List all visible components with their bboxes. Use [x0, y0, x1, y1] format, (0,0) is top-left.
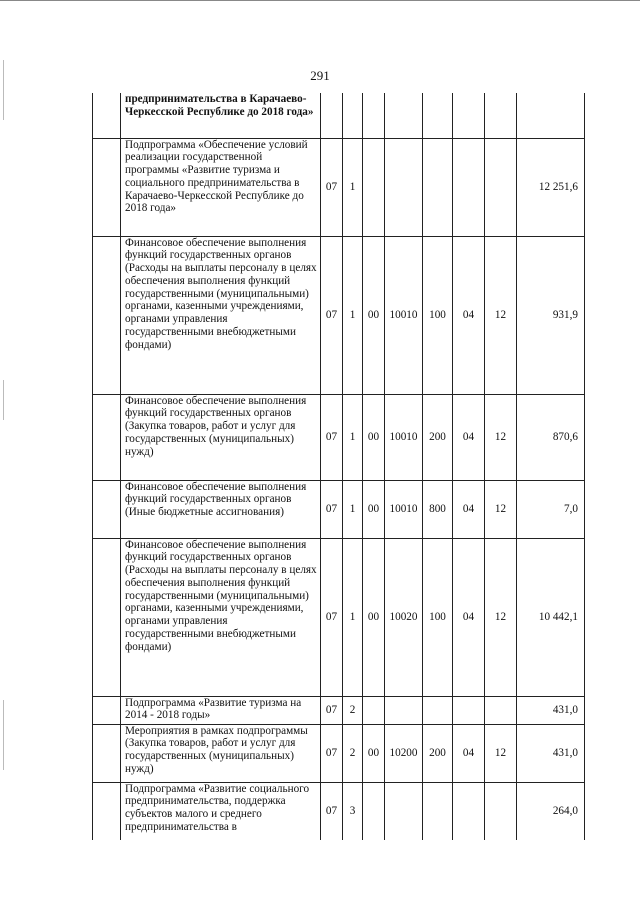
row-number-cell: [93, 93, 121, 138]
code-section-cell: [321, 93, 343, 138]
code-chapter-cell: [453, 138, 485, 236]
code-expense-item-cell: 10020: [385, 538, 423, 696]
amount-cell: 431,0: [517, 696, 585, 724]
table-row: [93, 696, 585, 724]
table-row: [93, 782, 585, 840]
code-subchapter-cell: 12: [485, 394, 517, 480]
table-row: [93, 724, 585, 782]
code-subchapter-cell: 12: [485, 480, 517, 538]
code-section-cell: 07: [321, 138, 343, 236]
code-expense-type-cell: [423, 93, 453, 138]
code-program-cell: 1: [343, 138, 363, 236]
amount-cell: 12 251,6: [517, 138, 585, 236]
code-chapter-cell: 04: [453, 724, 485, 782]
code-expense-type-cell: [423, 138, 453, 236]
row-number-cell: [93, 236, 121, 394]
amount-cell: 431,0: [517, 724, 585, 782]
code-subchapter-cell: [485, 93, 517, 138]
row-name-cell: Финансовое обеспечение выполнения функций государственных органов (Расходы на выплаты персоналу в целях обеспечения выполнения функций государственными (муниципальными) органами, казенными учреждениями, органами управления государственными внебюджетными фондами): [121, 236, 321, 394]
table-row: [93, 236, 585, 394]
row-name-cell: Подпрограмма «Развитие туризма на 2014 - 2018 годы»: [121, 696, 321, 724]
amount-cell: 7,0: [517, 480, 585, 538]
code-expense-item-cell: [385, 93, 423, 138]
code-expense-item-cell: 10200: [385, 724, 423, 782]
code-subprogram-direction-cell: [363, 93, 385, 138]
code-subprogram-direction-cell: 00: [363, 538, 385, 696]
code-expense-item-cell: [385, 782, 423, 840]
code-section-cell: 07: [321, 480, 343, 538]
table-row: [93, 138, 585, 236]
scan-top-edge: [0, 0, 640, 1]
code-section-cell: 07: [321, 394, 343, 480]
code-chapter-cell: [453, 93, 485, 138]
row-number-cell: [93, 138, 121, 236]
code-subchapter-cell: [485, 138, 517, 236]
scan-margin-mark: [3, 700, 4, 770]
code-expense-type-cell: 200: [423, 394, 453, 480]
code-expense-type-cell: 200: [423, 724, 453, 782]
code-subprogram-direction-cell: 00: [363, 724, 385, 782]
code-expense-type-cell: 100: [423, 538, 453, 696]
code-section-cell: 07: [321, 724, 343, 782]
code-section-cell: 07: [321, 538, 343, 696]
code-subchapter-cell: [485, 696, 517, 724]
code-subprogram-direction-cell: [363, 696, 385, 724]
table-row: [93, 394, 585, 480]
row-number-cell: [93, 696, 121, 724]
code-program-cell: 1: [343, 394, 363, 480]
code-program-cell: 2: [343, 724, 363, 782]
code-subprogram-direction-cell: [363, 782, 385, 840]
code-expense-item-cell: [385, 138, 423, 236]
budget-table: [92, 93, 585, 840]
code-subprogram-direction-cell: [363, 138, 385, 236]
amount-cell: 264,0: [517, 782, 585, 840]
code-program-cell: 1: [343, 480, 363, 538]
row-name-cell: Мероприятия в рамках подпрограммы (Закупка товаров, работ и услуг для государственных (муниципальных) нужд): [121, 724, 321, 782]
code-subchapter-cell: 12: [485, 236, 517, 394]
code-subchapter-cell: 12: [485, 724, 517, 782]
code-chapter-cell: [453, 696, 485, 724]
table-row: [93, 93, 585, 138]
code-section-cell: 07: [321, 782, 343, 840]
code-expense-type-cell: [423, 782, 453, 840]
row-number-cell: [93, 394, 121, 480]
row-name-cell: Подпрограмма «Обеспечение условий реализации государственной программы «Развитие туризма и социального предпринимательства в Карачаево-Черкесской Республике до 2018 года»: [121, 138, 321, 236]
row-name-cell: предпринимательства в Карачаево-Черкесской Республике до 2018 года»: [121, 93, 321, 138]
code-expense-item-cell: 10010: [385, 394, 423, 480]
code-subchapter-cell: [485, 782, 517, 840]
code-expense-type-cell: 100: [423, 236, 453, 394]
row-number-cell: [93, 782, 121, 840]
code-chapter-cell: 04: [453, 480, 485, 538]
row-number-cell: [93, 724, 121, 782]
scan-margin-mark: [3, 380, 4, 420]
row-number-cell: [93, 480, 121, 538]
code-program-cell: 2: [343, 696, 363, 724]
row-name-cell: Финансовое обеспечение выполнения функций государственных органов (Иные бюджетные ассигнования): [121, 480, 321, 538]
table-row: [93, 538, 585, 696]
code-subchapter-cell: 12: [485, 538, 517, 696]
code-expense-item-cell: 10010: [385, 236, 423, 394]
row-number-cell: [93, 538, 121, 696]
code-subprogram-direction-cell: 00: [363, 480, 385, 538]
table-row: [93, 480, 585, 538]
amount-cell: 870,6: [517, 394, 585, 480]
code-expense-item-cell: [385, 696, 423, 724]
row-name-cell: Финансовое обеспечение выполнения функций государственных органов (Расходы на выплаты персоналу в целях обеспечения выполнения функций государственными (муниципальными) органами, казенными учреждениями, органами управления государственными внебюджетными фондами): [121, 538, 321, 696]
page-number: 291: [310, 68, 330, 83]
code-expense-type-cell: [423, 696, 453, 724]
code-chapter-cell: 04: [453, 394, 485, 480]
code-subprogram-direction-cell: 00: [363, 236, 385, 394]
code-program-cell: [343, 93, 363, 138]
code-program-cell: 3: [343, 782, 363, 840]
code-program-cell: 1: [343, 236, 363, 394]
code-section-cell: 07: [321, 696, 343, 724]
code-section-cell: 07: [321, 236, 343, 394]
code-expense-type-cell: 800: [423, 480, 453, 538]
code-subprogram-direction-cell: 00: [363, 394, 385, 480]
code-program-cell: 1: [343, 538, 363, 696]
code-chapter-cell: 04: [453, 236, 485, 394]
amount-cell: 10 442,1: [517, 538, 585, 696]
amount-cell: [517, 93, 585, 138]
amount-cell: 931,9: [517, 236, 585, 394]
row-name-cell: Финансовое обеспечение выполнения функций государственных органов (Закупка товаров, работ и услуг для государственных (муниципальных) нужд): [121, 394, 321, 480]
code-chapter-cell: 04: [453, 538, 485, 696]
budget-table-body: [93, 93, 585, 840]
row-name-cell: Подпрограмма «Развитие социального предпринимательства, поддержка субъектов малого и среднего предпринимательства в: [121, 782, 321, 840]
code-chapter-cell: [453, 782, 485, 840]
code-expense-item-cell: 10010: [385, 480, 423, 538]
